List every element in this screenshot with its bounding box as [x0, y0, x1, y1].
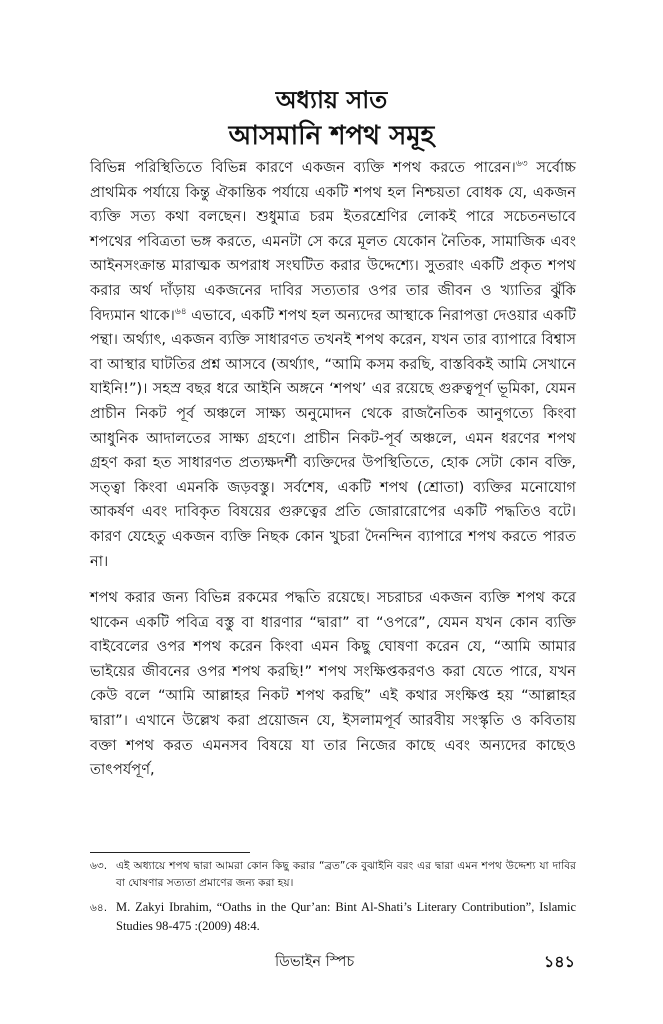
chapter-number-label: অধ্যায় সাত — [275, 86, 388, 114]
footnote-number: ৬৪. — [90, 902, 108, 914]
running-footer-title: ডিভাইন স্পিচ — [275, 954, 355, 970]
footnote-text: এই অধ্যায়ে শপথ দ্বারা আমরা কোন কিছু করার “ব্রত”কে বুঝাইনি বরং এর দ্বারা এমন শপথ উদ্দেশ্য যা দাবির বা ঘোষণার সত্যতা প্রমাণের জন্য করা হয়। — [116, 860, 576, 889]
footnote-number: ৬৩. — [90, 860, 108, 872]
paragraph-1-part-a: বিভিন্ন পরিস্থিতিতে বিভিন্ন কারণে একজন ব্যক্তি শপথ করতে পারেন। — [90, 159, 516, 176]
page-number: ১৪১ — [543, 952, 575, 971]
paragraph-1 — [90, 156, 576, 574]
footnotes — [90, 858, 576, 941]
paragraph-1-part-b: সর্বোচ্চ প্রাথমিক পর্যায়ে কিন্তু ঐকান্তিক পর্যায়ে একটি শপথ হল নিশ্চয়তা বোধক যে, একজন ব্যক্তি সত্য কথা বলছেন। শুধুমাত্র চরম ইতরশ্রেণির লোকই পারে সচেতনভাবে শপথের পবিত্রতা ভঙ্গ করতে, এমনটা সে করে মূলত যেকোন নৈতিক, সামাজিক এবং আইনসংক্রান্ত মারাত্মক অপরাধ সংঘটিত করার উদ্দেশ্যে। সুতরাং একটি প্রকৃত শপথ করার অর্থ দাঁড়ায় একজনের দাবির সত্যতার ওপর তার জীবন ও খ্যাতির ঝুঁকি বিদ্যমান থাকে। — [90, 159, 576, 324]
footnote-divider — [90, 852, 250, 853]
footnote-64 — [90, 898, 576, 935]
chapter-title: আসমানি শপথ সমূহ — [228, 121, 435, 151]
paragraph-2: শপথ করার জন্য বিভিন্ন রকমের পদ্ধতি রয়েছে। সচরাচর একজন ব্যক্তি শপথ করে থাকেন একটি পবিত্র বস্তু বা ধারণার “দ্বারা” বা “ওপরে”, যেমন যখন কোন ব্যক্তি বাইবেলের ওপর শপথ করেন কিংবা এমন কিছু ঘোষণা করেন যে, “আমি আমার ভাইয়ের জীবনের ওপর শপথ করছি!” শপথ সংক্ষিপ্তকরণও করা যেতে পারে, যখন কেউ বলে “আমি আল্লাহর নিকট শপথ করছি” এই কথার সংক্ষিপ্ত হয় “আল্লাহর দ্বারা”। এখানে উল্লেখ করা প্রয়োজন যে, ইসলামপূর্ব আরবীয় সংস্কৃতি ও কবিতায় বক্তা শপথ করত এমনসব বিষয়ে যা তার নিজের কাছে এবং অন্যদের কাছেও তাৎপর্যপূর্ণ, — [90, 589, 576, 779]
footnote-ref-63: ৬৩ — [515, 159, 528, 170]
footnote-text: M. Zakyi Ibrahim, “Oaths in the Qur’an: Bint Al-Shati’s Literary Contribution”, Islamic Studies 98-475 :(2009) 48:4. — [116, 900, 576, 933]
footnote-ref-64: ৬৪ — [174, 306, 187, 317]
chapter-heading — [0, 82, 663, 154]
body-text — [90, 156, 576, 783]
footnote-63 — [90, 858, 576, 892]
paragraph-1-part-c: এভাবে, একটি শপথ হল অন্যদের আস্থাকে নিরাপত্তা দেওয়ার একটি পন্থা। অর্থ্যাৎ, একজন ব্যক্তি সাধারণত তখনই শপথ করেন, যখন তার ব্যাপারে বিশ্বাস বা আস্থার ঘাটতির প্রশ্ন আসবে (অর্থ্যাৎ, “আমি কসম করছি, বাস্তবিকই আমি সেখানে যাইনি!”)। সহস্র বছর ধরে আইনি অঙ্গনে ‘শপথ’ এর রয়েছে গুরুত্বপূর্ণ ভূমিকা, যেমন প্রাচীন নিকট পূর্ব অঞ্চলে সাক্ষ্য অনুমোদন থেকে রাজনৈতিক আনুগত্যে কিংবা আধুনিক আদালতের সাক্ষ্য গ্রহণে। প্রাচীন নিকট-পূর্ব অঞ্চলে, এমন ধরণের শপথ গ্রহণ করা হত সাধারণত প্রত্যক্ষদর্শী ব্যক্তিদের উপস্থিতিতে, হোক সেটা কোন বক্তি, সত্ত্বা কিংবা এমনকি জড়বস্তু। সর্বশেষ, একটি শপথ (শ্রোতা) ব্যক্তির মনোযোগ আকর্ষণ এবং দাবিকৃত বিষয়ের গুরুত্বের প্রতি জোরারোপের একটি পদ্ধতিও বটে। কারণ যেহেতু একজন ব্যক্তি নিছক কোন খুচরা দৈনন্দিন ব্যাপারে শপথ করতে পারত না। — [90, 306, 577, 570]
